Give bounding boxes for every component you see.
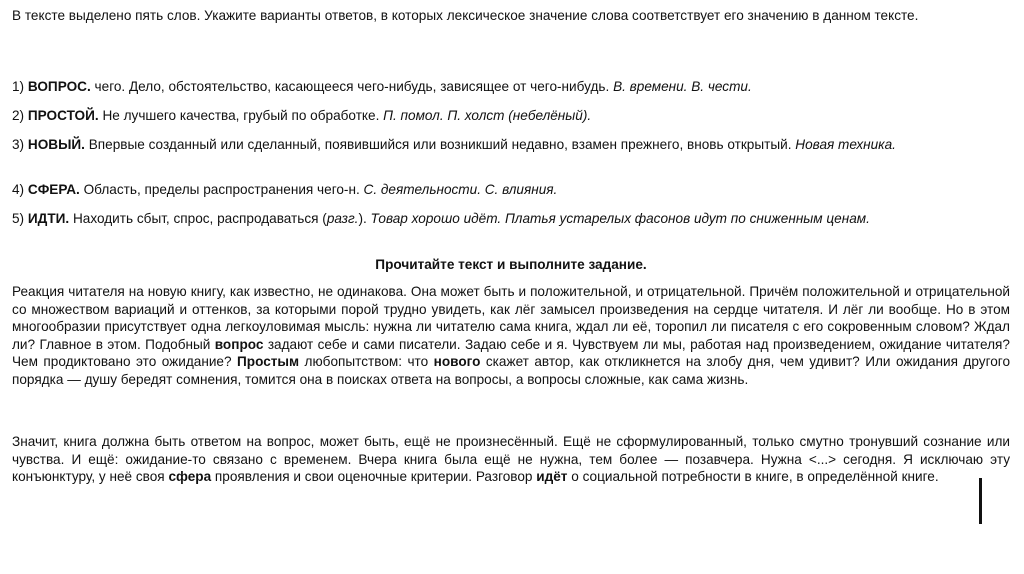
option-word: СФЕРА. <box>27 182 80 197</box>
option-word: ИДТИ. <box>27 211 70 226</box>
text-paragraph-1 <box>12 283 1010 389</box>
paragraph-text: Значит, книга должна быть ответом на вопрос, может быть, ещё не произнесённый. Ещё не сформулированный, только смутно тронувший сознание или чувства. И ещё: ожидание-то связано с временем. Вчера книга была ещё не нужна, тем более — позавчера. Нужна <...> сегодня. Я исключаю эту конъюнктуру, у неё своя <box>12 434 1010 485</box>
option-word: ПРОСТОЙ. <box>27 108 99 123</box>
option-word: ВОПРОС. <box>27 79 91 94</box>
option-number: 4) <box>12 182 25 197</box>
paragraph-text: проявления и свои оценочные критерии. Разговор <box>211 469 537 485</box>
option-definition: Не лучшего качества, грубый по обработке. <box>102 108 380 123</box>
option-definition-end: ). <box>358 211 367 226</box>
paragraph-text: скажет автор, как откликнется на злобу дня, чем удивит? Или ожидания другого порядка — душу бередят сомнения, томится она в поисках ответа на вопросы, а вопросы сложные, как сама жизнь. <box>12 354 1011 387</box>
option-number: 3) <box>12 137 25 152</box>
option-definition: Находить сбыт, спрос, распродаваться ( <box>72 211 327 226</box>
highlighted-word: Простым <box>237 354 300 370</box>
highlighted-word: сфера <box>168 469 212 485</box>
highlighted-word: нового <box>433 354 481 370</box>
text-paragraph-2 <box>12 433 1010 486</box>
task-instruction: В тексте выделено пять слов. Укажите варианты ответов, в которых лексическое значение слова соответствует его значению в данном тексте. <box>12 8 919 23</box>
highlighted-word: идёт <box>536 469 568 485</box>
option-1 <box>12 78 1010 96</box>
option-2 <box>12 107 1010 125</box>
text-cursor-bar <box>979 478 982 524</box>
option-note: разг. <box>326 211 359 226</box>
option-examples: С. деятельности. С. влияния. <box>363 182 558 197</box>
option-examples: П. помол. П. холст (небелёный). <box>383 108 592 123</box>
option-number: 1) <box>12 79 25 94</box>
paragraph-text: Реакция читателя на новую книгу, как известно, не одинакова. Она может быть и положительной, и отрицательной. Причём положительной и отрицательной со множеством вариаций и оттенков, за которыми порой трудно увидеть, как лёг замысел произведения на сердце читателя. И лёг ли вообще. Но в этом многообразии присутствует одна легкоуловимая мысль: нужна ли читателю сама книга, ждал ли её, торопил ли писателя с его сокровенным словом? Ждал ли? Главное в этом. Подобный <box>12 284 1010 352</box>
option-number: 5) <box>12 211 25 226</box>
option-definition: Впервые созданный или сделанный, появившийся или возникший недавно, взамен прежнего, вновь открытый. <box>88 137 792 152</box>
task-title: Прочитайте текст и выполните задание. <box>375 257 647 272</box>
highlighted-word: вопрос <box>214 336 264 352</box>
option-number: 2) <box>12 108 25 123</box>
option-examples: В. времени. В. чести. <box>613 79 752 94</box>
option-4 <box>12 181 1010 199</box>
paragraph-text: задают себе и сами писатели. Задаю себе и я. Чувствуем ли мы, работая над произведением, ожидание читателя? Чем продиктовано это ожидание? <box>12 336 1010 370</box>
option-examples: Новая техника. <box>795 137 896 152</box>
option-examples: Товар хорошо идёт. Платья устарелых фасонов идут по сниженным ценам. <box>370 211 870 226</box>
paragraph-text: о социальной потребности в книге, в определённой книге. <box>567 469 939 485</box>
option-definition: чего. Дело, обстоятельство, касающееся чего-нибудь, зависящее от чего-нибудь. <box>94 79 610 94</box>
option-word: НОВЫЙ. <box>27 137 85 152</box>
paragraph-text: любопытством: что <box>299 354 434 370</box>
option-5 <box>12 210 1010 228</box>
option-3 <box>12 136 1010 154</box>
option-definition: Область, пределы распространения чего-н. <box>83 182 360 197</box>
